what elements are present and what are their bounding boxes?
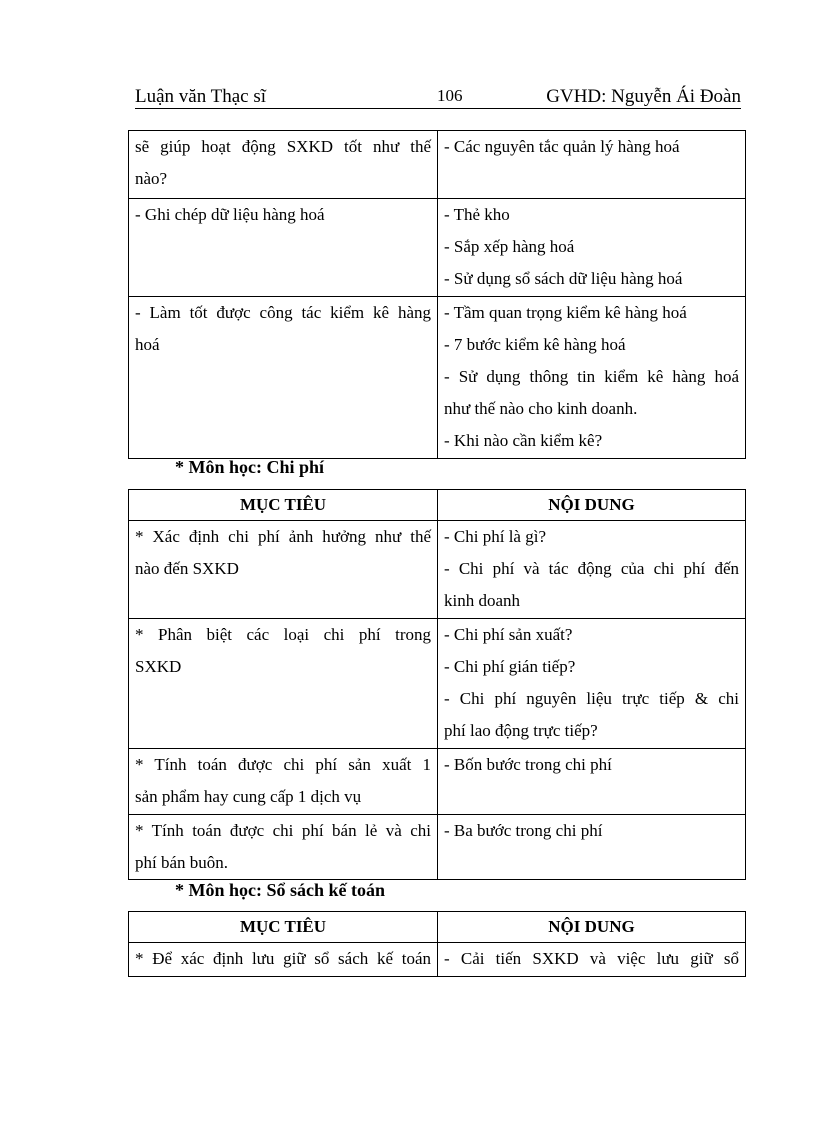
- cell-line: - Bốn bước trong chi phí: [444, 755, 612, 774]
- header-advisor: GVHD: Nguyễn Ái Đoàn: [546, 86, 741, 107]
- cell-line: - Sử dụng thông tin kiểm kê hàng hoá: [444, 367, 739, 386]
- objective-cell: [129, 619, 438, 749]
- table-row: [129, 749, 746, 815]
- objective-cell: [129, 943, 438, 977]
- cell-line: phí bán buôn.: [135, 853, 229, 872]
- cell-line: SXKD: [135, 657, 182, 676]
- cell-line: * Để xác định lưu giữ sổ sách kế toán: [135, 949, 431, 968]
- table-row: [129, 199, 746, 297]
- content-cell: [438, 521, 746, 619]
- header-label: MỤC TIÊU: [239, 917, 327, 936]
- cell-line: - Các nguyên tắc quản lý hàng hoá: [444, 137, 680, 156]
- cell-line: - Chi phí sản xuất?: [444, 625, 573, 644]
- goods-management-table: [128, 130, 746, 459]
- section-heading-cost: * Môn học: Chi phí: [175, 457, 325, 477]
- cell-line: - Ba bước trong chi phí: [444, 821, 603, 840]
- table-row: [129, 619, 746, 749]
- cell-line: sẽ giúp hoạt động SXKD tốt như thế: [135, 137, 431, 156]
- cell-line: - 7 bước kiểm kê hàng hoá: [444, 335, 626, 354]
- cell-line: - Cải tiến SXKD và việc lưu giữ sổ: [444, 949, 739, 968]
- column-header-objective: [129, 490, 438, 521]
- cell-line: sản phẩm hay cung cấp 1 dịch vụ: [135, 787, 362, 806]
- page-header: [135, 84, 741, 109]
- content-cell: [438, 619, 746, 749]
- content-cell: [438, 199, 746, 297]
- cell-line: phí lao động trực tiếp?: [444, 721, 598, 740]
- table-row: [129, 521, 746, 619]
- content-cell: [438, 131, 746, 199]
- content-cell: [438, 749, 746, 815]
- cell-line: - Ghi chép dữ liệu hàng hoá: [135, 205, 325, 224]
- content-cell: [438, 815, 746, 880]
- cell-line: * Tính toán được chi phí bán lẻ và chi: [135, 821, 431, 840]
- accounting-subject-table: [128, 911, 746, 977]
- table-row: [129, 297, 746, 459]
- cell-line: nào?: [135, 169, 168, 188]
- table-header-row: [129, 912, 746, 943]
- objective-cell: [129, 131, 438, 199]
- cost-subject-table: [128, 489, 746, 880]
- cell-line: - Tầm quan trọng kiểm kê hàng hoá: [444, 303, 687, 322]
- objective-cell: [129, 815, 438, 880]
- cell-line: nào đến SXKD: [135, 559, 239, 578]
- cell-line: - Sử dụng sổ sách dữ liệu hàng hoá: [444, 269, 683, 288]
- page-number: 106: [437, 86, 463, 105]
- cell-line: hoá: [135, 335, 160, 354]
- cell-line: - Thẻ kho: [444, 205, 510, 224]
- column-header-content: [438, 912, 746, 943]
- content-cell: [438, 297, 746, 459]
- cell-line: như thế nào cho kinh doanh.: [444, 399, 638, 418]
- objective-cell: [129, 749, 438, 815]
- header-thesis-title: Luận văn Thạc sĩ: [135, 86, 267, 107]
- cell-line: - Chi phí nguyên liệu trực tiếp & chi: [444, 689, 739, 708]
- header-label: NỘI DUNG: [548, 495, 635, 514]
- column-header-content: [438, 490, 746, 521]
- objective-cell: [129, 297, 438, 459]
- cell-line: - Khi nào cần kiểm kê?: [444, 431, 603, 450]
- table-row: [129, 943, 746, 977]
- cell-line: * Phân biệt các loại chi phí trong: [135, 625, 431, 644]
- cell-line: - Sắp xếp hàng hoá: [444, 237, 575, 256]
- cell-line: - Chi phí là gì?: [444, 527, 546, 546]
- table-row: [129, 815, 746, 880]
- cell-line: - Làm tốt được công tác kiểm kê hàng: [135, 303, 431, 322]
- objective-cell: [129, 199, 438, 297]
- cell-line: * Tính toán được chi phí sản xuất 1: [135, 755, 431, 774]
- table-header-row: [129, 490, 746, 521]
- column-header-objective: [129, 912, 438, 943]
- cell-line: - Chi phí gián tiếp?: [444, 657, 576, 676]
- cell-line: - Chi phí và tác động của chi phí đến: [444, 559, 739, 578]
- objective-cell: [129, 521, 438, 619]
- header-label: MỤC TIÊU: [239, 495, 327, 514]
- section-heading-accounting: * Môn học: Sổ sách kế toán: [175, 880, 386, 900]
- cell-line: * Xác định chi phí ảnh hưởng như thế: [135, 527, 431, 546]
- header-label: NỘI DUNG: [548, 917, 635, 936]
- table-row: [129, 131, 746, 199]
- content-cell: [438, 943, 746, 977]
- cell-line: kinh doanh: [444, 591, 521, 610]
